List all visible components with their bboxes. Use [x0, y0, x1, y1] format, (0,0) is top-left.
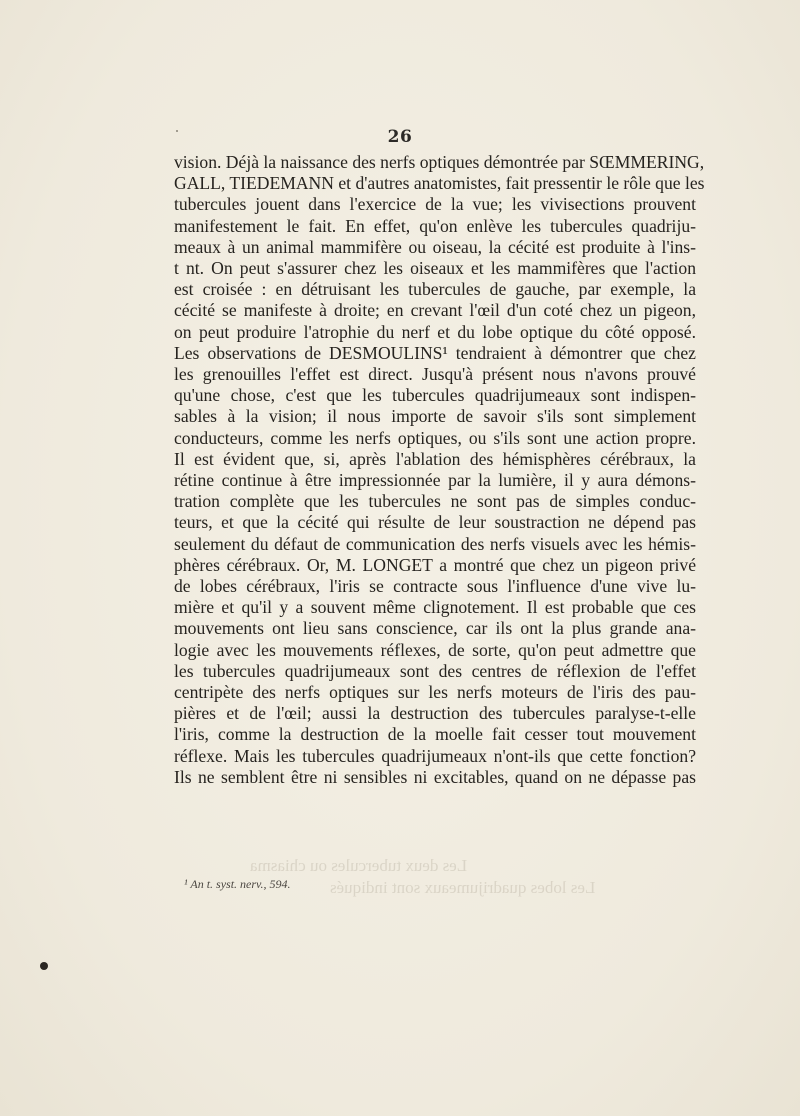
text-line: vision. Déjà la naissance des nerfs optiques démontrée par SŒMMERING,	[174, 152, 705, 172]
text-line: teurs, et que la cécité qui résulte de leur soustraction ne dépend pas	[174, 512, 696, 533]
text-line: logie avec les mouvements réflexes, de sorte, qu'on peut admettre que	[174, 639, 696, 660]
text-line: est croisée : en détruisant les tubercules de gauche, par exemple, la	[174, 279, 696, 300]
text-line: réflexe. Mais les tubercules quadrijumeaux n'ont-ils que cette fonction?	[174, 745, 696, 766]
text-line: GALL, TIEDEMANN et d'autres anatomistes, fait pressentir le rôle que les	[174, 173, 705, 194]
text-line: t nt. On peut s'assurer chez les oiseaux et les mammifères que l'action	[174, 258, 696, 279]
text-line: Les observations de DESMOULINS¹ tendraient à démontrer que chez	[174, 342, 696, 363]
text-line: tration complète que les tubercules ne sont pas de simples conduc-	[174, 491, 696, 512]
text-line: cécité se manifeste à droite; en crevant l'œil d'un coté chez un pigeon,	[174, 300, 696, 321]
show-through-text: Les deux tubercules ou chiasma	[250, 856, 468, 875]
text-line: on peut produire l'atrophie du nerf et du lobe optique du côté opposé.	[174, 321, 696, 342]
text-line: sables à la vision; il nous importe de savoir s'ils sont simplement	[174, 406, 696, 427]
text-line: les grenouilles l'effet est direct. Jusqu'à présent nous n'avons prouvé	[174, 364, 696, 385]
footnote: ¹ An t. syst. nerv., 594.	[184, 877, 291, 891]
text-line: manifestement le fait. En effet, qu'on enlève les tubercules quadriju-	[174, 215, 696, 236]
ink-blot	[40, 962, 48, 970]
body-text	[174, 152, 705, 788]
text-line: l'iris, comme la destruction de la moelle fait cesser tout mouvement	[174, 724, 696, 745]
page-number: 26	[387, 127, 413, 147]
text-line: tubercules jouent dans l'exercice de la vue; les vivisections prouvent	[174, 194, 696, 215]
text-line: conducteurs, comme les nerfs optiques, ou s'ils sont une action propre.	[174, 427, 696, 448]
text-line: phères cérébraux. Or, M. LONGET a montré que chez un pigeon privé	[174, 554, 696, 575]
text-line: de lobes cérébraux, l'iris se contracte sous l'influence d'une vive lu-	[174, 576, 696, 597]
text-line: mouvements ont lieu sans conscience, car ils ont la plus grande ana-	[174, 618, 696, 639]
show-through-text: Les lobes quadrijumeaux sont indiqués	[330, 878, 596, 897]
text-line: centripète des nerfs optiques sur les nerfs moteurs de l'iris des pau-	[174, 682, 696, 703]
text-line: rétine continue à être impressionnée par la lumière, il y aura démons-	[174, 470, 696, 491]
text-line: pières et de l'œil; aussi la destruction des tubercules paralyse-t-elle	[174, 703, 696, 724]
text-line: Il est évident que, si, après l'ablation des hémisphères cérébraux, la	[174, 448, 696, 469]
text-line: qu'une chose, c'est que les tubercules quadrijumeaux sont indispen-	[174, 385, 696, 406]
text-line: seulement du défaut de communication des nerfs visuels avec les hémis-	[174, 533, 696, 554]
text-line: meaux à un animal mammifère ou oiseau, la cécité est produite à l'ins-	[174, 236, 696, 257]
text-line: Ils ne semblent être ni sensibles ni excitables, quand on ne dépasse pas	[174, 766, 696, 787]
text-line: mière et qu'il y a souvent même clignotement. Il est probable que ces	[174, 597, 696, 618]
text-line: les tubercules quadrijumeaux sont des centres de réflexion de l'effet	[174, 660, 696, 681]
